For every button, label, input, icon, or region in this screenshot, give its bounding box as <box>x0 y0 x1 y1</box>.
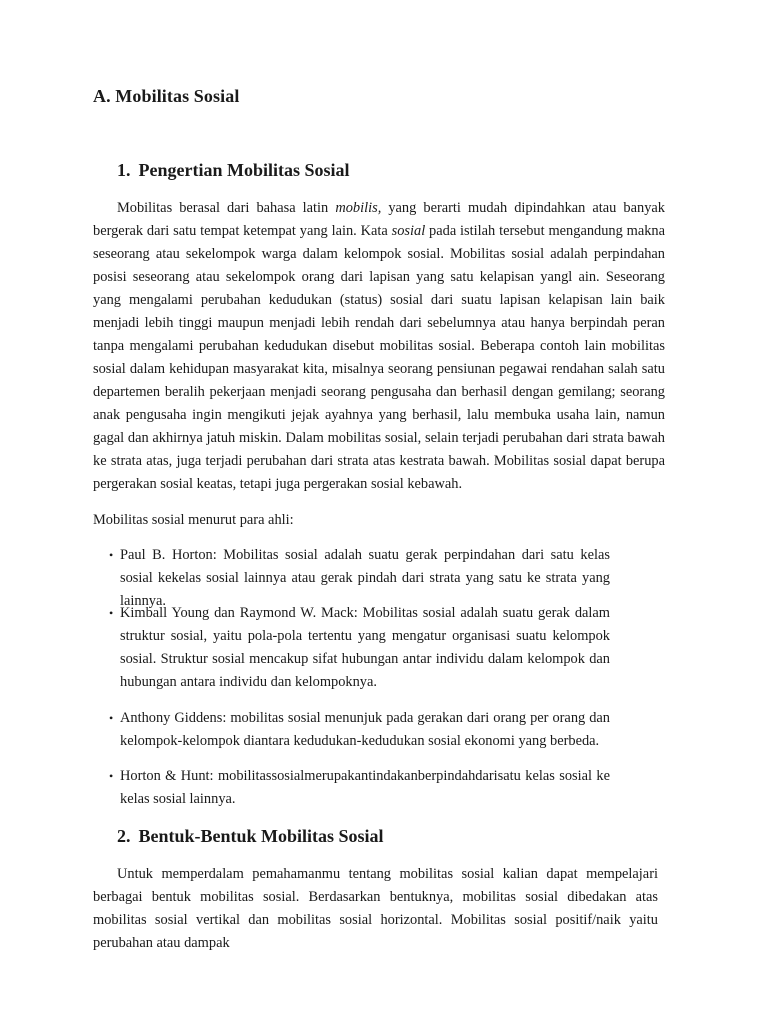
list-item <box>106 707 610 753</box>
paragraph-text: yang berarti mudah dipindahkan atau banyak bergerak dari satu tempat ketempat yang lain. Kata <box>93 200 665 239</box>
list-item-text: Horton & Hunt: mobilitassosialmerupakantindakanberpindahdarisatu kelas sosial ke kelas sosial lainnya. <box>120 768 610 807</box>
list-item-text: Anthony Giddens: mobilitas sosial menunjuk pada gerakan dari orang per orang dan kelompok-kelompok diantara kedudukan-kedudukan sosial ekonomi yang berbeda. <box>120 710 610 749</box>
italic-term: sosial <box>391 223 426 239</box>
list-item-text: Paul B. Horton: Mobilitas sosial adalah suatu gerak perpindahan dari satu kelas sosial kekelas sosial lainnya atau gerak pindah dari strata yang satu ke strata yang lainnya. <box>120 547 610 609</box>
section-heading: A. Mobilitas Sosial <box>93 86 240 106</box>
bullet-dot: • <box>109 711 114 725</box>
subsection-number: 1. <box>117 160 131 180</box>
list-item-text: Kimball Young dan Raymond W. Mack: Mobilitas sosial adalah suatu gerak dalam struktur sosial, yaitu pola-pola tertentu yang mengatur organisasi suatu kelompok sosial. Struktur sosial mencakup sifat hubungan antar individu dalam kelompok dan hubungan antara individu dan kelompoknya. <box>120 605 610 690</box>
subsection-title: Pengertian Mobilitas Sosial <box>138 160 350 180</box>
paragraph-definition <box>93 197 665 496</box>
list-item <box>106 765 610 811</box>
subsection-number: 2. <box>117 826 131 846</box>
list-item <box>106 602 610 694</box>
subsection-heading-2 <box>117 826 384 847</box>
subsection-heading-1 <box>117 160 350 181</box>
subsection-title: Bentuk-Bentuk Mobilitas Sosial <box>138 826 384 846</box>
experts-intro: Mobilitas sosial menurut para ahli: <box>93 512 294 528</box>
paragraph-text: pada istilah tersebut mengandung makna seseorang atau sekelompok warga dalam kelompok sosial. Mobilitas sosial adalah perpindahan posisi seseorang atau sekelompok orang dari lapisan yang satu kelapisan yangl ain. Seseorang yang mengalami perubahan kedudukan (status) sosial dari suatu lapisan kelapisan lain baik menjadi lebih tinggi maupun menjadi lebih rendah dari sebelumnya atau hanya berpindah peran tanpa mengalami perubahan kedudukan disebut mobilitas sosial. Beberapa contoh lain mobilitas sosial dalam kehidupan masyarakat kita, misalnya seorang pensiunan pegawai rendahan salah satu departemen beralih pekerjaan menjadi seorang pengusaha dan berhasil dengan gemilang; seorang anak pengusaha ingin mengikuti jejak ayahnya yang berhasil, lalu membuka usaha lain, namun gagal dan akhirnya jatuh miskin. Dalam mobilitas sosial, selain terjadi perubahan dari strata bawah ke strata atas, juga terjadi perubahan dari strata atas kestrata bawah. Mobilitas sosial dapat berupa pergerakan sosial keatas, tetapi juga pergerakan sosial kebawah. <box>93 223 666 492</box>
bullet-dot: • <box>109 548 114 562</box>
bullet-dot: • <box>109 769 114 783</box>
paragraph-text: Mobilitas berasal dari bahasa latin <box>117 200 336 216</box>
paragraph-forms: Untuk memperdalam pemahamanmu tentang mobilitas sosial kalian dapat mempelajari berbagai bentuk mobilitas sosial. Berdasarkan bentuknya, mobilitas sosial dibedakan atas mobilitas sosial vertikal dan mobilitas sosial horizontal. Mobilitas sosial positif/naik yaitu perubahan atau dampak <box>93 866 658 951</box>
bullet-dot: • <box>109 606 114 620</box>
italic-term: mobilis, <box>335 200 382 216</box>
